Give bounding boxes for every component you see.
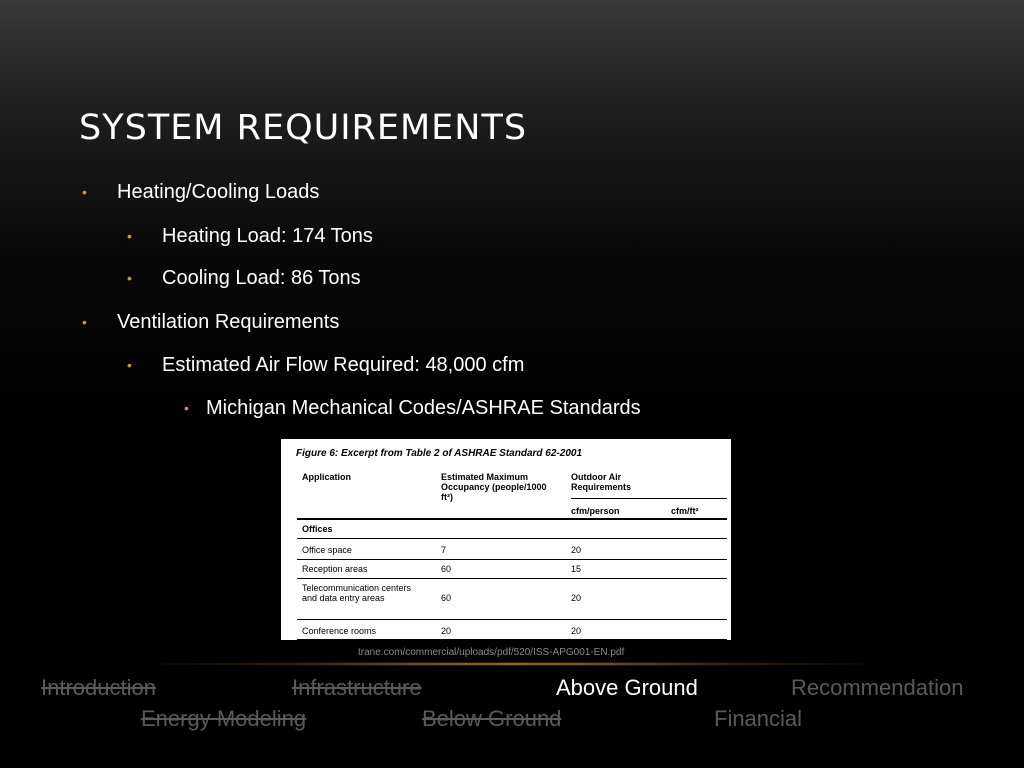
bullet-heating-cooling-loads — [82, 180, 320, 204]
bullet-codes-standards — [184, 396, 641, 420]
bullet-dot-icon: • — [184, 400, 189, 416]
bullet-text: Heating Load: 174 Tons — [162, 225, 373, 247]
table-divider — [297, 518, 727, 520]
table-row: Telecommunication centers and data entry areas — [302, 583, 412, 603]
table-cell: 20 — [571, 545, 582, 555]
table-cell: 60 — [441, 593, 452, 603]
figure-title: Figure 6: Excerpt from Table 2 of ASHRAE Standard 62-2001 — [296, 448, 583, 459]
nav-below-ground[interactable]: Below Ground — [422, 706, 562, 731]
nav-recommendation[interactable]: Recommendation — [791, 675, 964, 700]
bullet-dot-icon: • — [127, 228, 132, 244]
slide-title: SYSTEM REQUIREMENTS — [79, 108, 528, 148]
table-cell: 7 — [441, 545, 447, 555]
table-row: Reception areas — [302, 564, 368, 574]
bullet-text: Michigan Mechanical Codes/ASHRAE Standards — [206, 397, 641, 419]
bullet-text: Estimated Air Flow Required: 48,000 cfm — [162, 354, 525, 376]
table-divider — [297, 619, 727, 620]
nav-introduction[interactable]: Introduction — [41, 675, 156, 700]
bullet-dot-icon: • — [82, 184, 87, 200]
source-citation: trane.com/commercial/uploads/pdf/520/ISS-APG001-EN.pdf — [358, 647, 625, 658]
table-cell: 20 — [571, 626, 582, 636]
table-divider — [297, 578, 727, 579]
header-cfm-ft2: cfm/ft² — [671, 506, 699, 516]
table-cell: 20 — [571, 593, 582, 603]
nav-financial[interactable]: Financial — [714, 706, 803, 731]
header-occupancy: Estimated Maximum Occupancy (people/1000 ft²) — [441, 472, 547, 502]
table-row: Office space — [302, 545, 352, 555]
nav-energy-modeling[interactable]: Energy Modeling — [141, 706, 307, 731]
bullet-text: Cooling Load: 86 Tons — [162, 267, 361, 289]
bullet-cooling-load — [127, 266, 361, 290]
nav-infrastructure[interactable]: Infrastructure — [292, 675, 422, 700]
bullet-dot-icon: • — [127, 270, 132, 286]
section-offices: Offices — [302, 524, 333, 534]
bullet-dot-icon: • — [127, 357, 132, 373]
bullet-ventilation-requirements — [82, 310, 340, 334]
ashrae-table-figure — [281, 439, 731, 640]
bullet-air-flow — [127, 353, 525, 377]
bullet-text: Ventilation Requirements — [117, 311, 340, 333]
header-cfm-person: cfm/person — [571, 506, 620, 516]
table-cell: 60 — [441, 564, 452, 574]
bullet-text: Heating/Cooling Loads — [117, 181, 320, 203]
table-cell: 15 — [571, 564, 582, 574]
header-outdoor-air: Outdoor Air Requirements — [571, 472, 632, 492]
table-row: Conference rooms — [302, 626, 377, 636]
bullet-dot-icon: • — [82, 314, 87, 330]
header-divider — [571, 498, 727, 499]
table-divider — [297, 639, 727, 640]
nav-above-ground[interactable]: Above Ground — [556, 675, 698, 700]
header-application: Application — [302, 472, 351, 482]
table-divider — [297, 559, 727, 560]
table-divider — [297, 538, 727, 539]
table-cell: 20 — [441, 626, 452, 636]
nav-divider-glow — [150, 662, 874, 666]
bullet-heating-load — [127, 224, 373, 248]
